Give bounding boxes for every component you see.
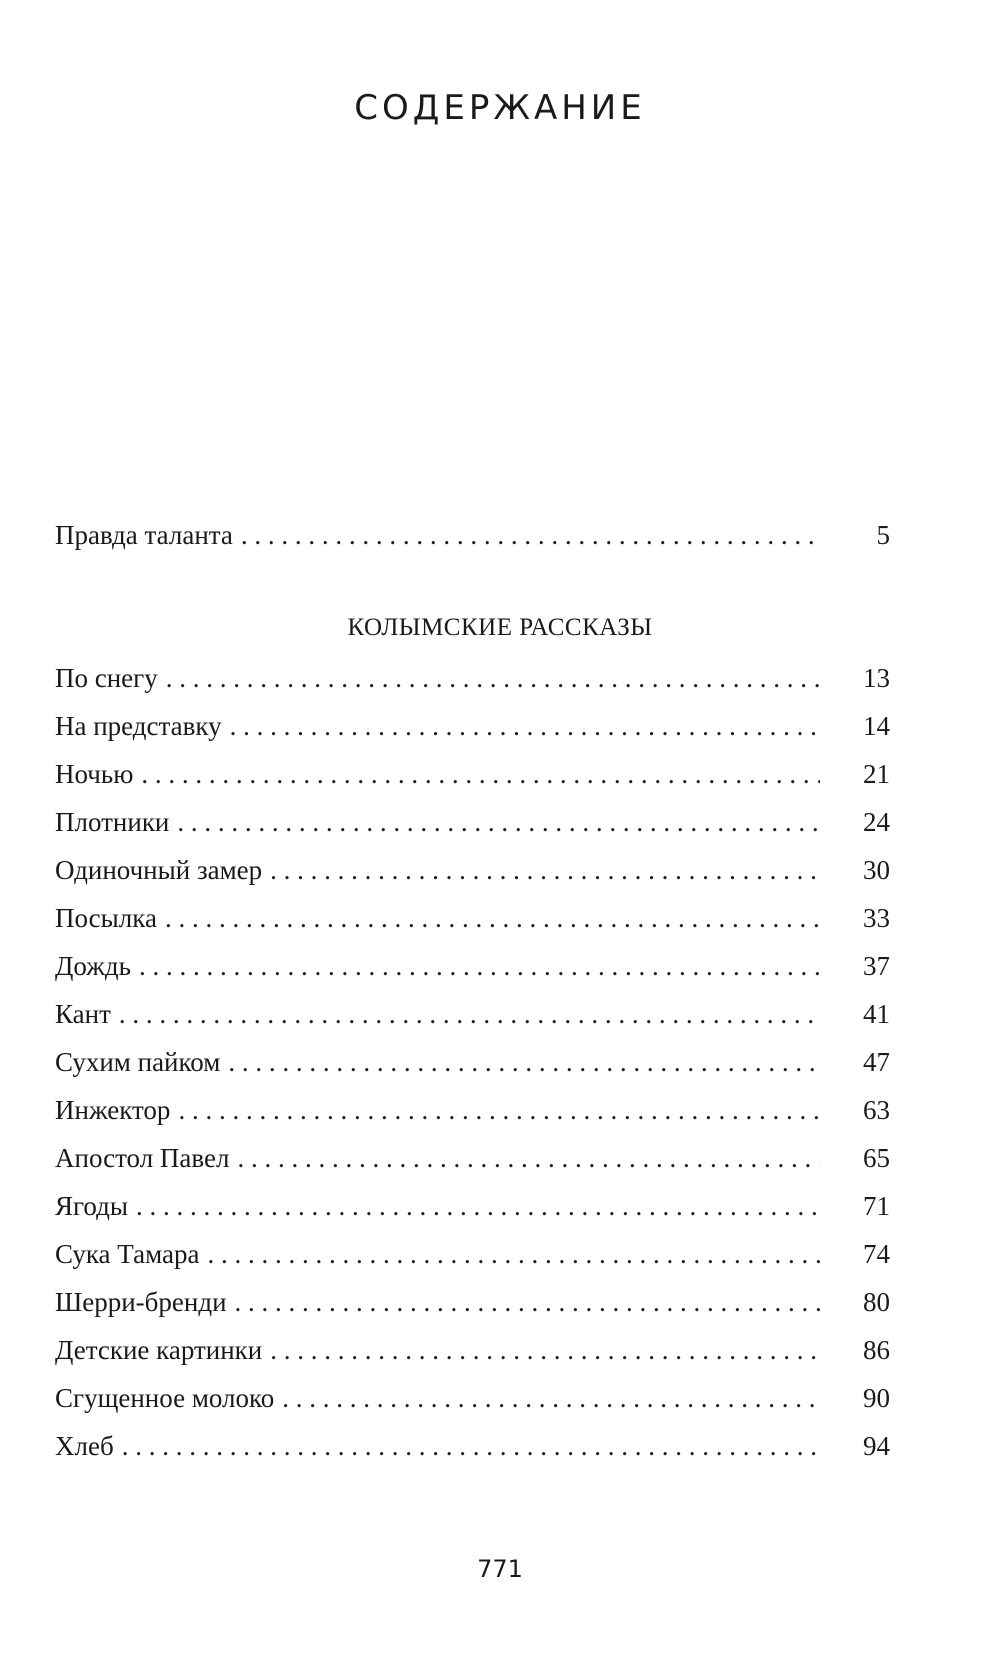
toc-entry [55, 903, 890, 943]
toc-entry-label: Плотники [55, 807, 170, 837]
toc-entry-page: 33 [863, 903, 890, 933]
toc-entry-label: Инжектор [55, 1095, 171, 1125]
dot-leader [122, 1431, 820, 1462]
toc-entry [55, 1335, 890, 1375]
toc-entry-page: 90 [863, 1383, 890, 1413]
toc-entry-label: Правда таланта [55, 520, 233, 550]
toc-entry-label: Сука Тамара [55, 1239, 200, 1269]
dot-leader [139, 951, 820, 982]
toc-entry [55, 1095, 890, 1135]
toc-entry [55, 807, 890, 847]
toc-entry [55, 1143, 890, 1183]
toc-entry-page: 21 [863, 759, 890, 789]
toc-entry-page: 13 [863, 663, 890, 693]
toc-entry [55, 999, 890, 1039]
toc-entry-label: Ягоды [55, 1191, 129, 1221]
toc-entry-label: Сухим пайком [55, 1047, 221, 1077]
toc-entry-page: 74 [863, 1239, 890, 1269]
dot-leader [178, 1095, 820, 1126]
toc-entry [55, 1191, 890, 1231]
toc-entry-page: 47 [863, 1047, 890, 1077]
toc-entry-label: Посылка [55, 903, 157, 933]
dot-leader [237, 1143, 820, 1174]
toc-entry-label: На представку [55, 711, 222, 741]
toc-entry [55, 1239, 890, 1279]
toc-entry-page: 24 [863, 807, 890, 837]
dot-leader [141, 759, 820, 790]
dot-leader [136, 1191, 820, 1222]
toc-entry-page: 71 [863, 1191, 890, 1221]
toc-entry [55, 711, 890, 751]
toc-entry-page: 30 [863, 855, 890, 885]
dot-leader [235, 1287, 820, 1318]
toc-entry-label: Апостол Павел [55, 1143, 230, 1173]
toc-entry-page: 14 [863, 711, 890, 741]
dot-leader [241, 520, 820, 551]
toc-entry [55, 855, 890, 895]
toc-entry-label: Одиночный замер [55, 855, 263, 885]
toc-entry-label: Хлеб [55, 1431, 114, 1461]
dot-leader [270, 1335, 820, 1366]
toc-entry-page: 63 [863, 1095, 890, 1125]
toc-entry-page: 86 [863, 1335, 890, 1365]
dot-leader [282, 1383, 820, 1414]
toc-entry-label: Шерри-бренди [55, 1287, 227, 1317]
toc-entry [55, 1383, 890, 1423]
toc-entry [55, 1431, 890, 1471]
toc-entry [55, 1047, 890, 1087]
dot-leader [228, 1047, 820, 1078]
toc-entry-page: 80 [863, 1287, 890, 1317]
toc-entry [55, 1287, 890, 1327]
dot-leader [166, 663, 820, 694]
section-heading: КОЛЫМСКИЕ РАССКАЗЫ [347, 614, 653, 641]
toc-entry-page: 94 [863, 1431, 890, 1461]
toc-entry-page: 65 [863, 1143, 890, 1173]
dot-leader [230, 711, 820, 742]
toc-entry-page: 41 [863, 999, 890, 1029]
dot-leader [177, 807, 820, 838]
toc-entry-page: 5 [876, 520, 890, 550]
dot-leader [119, 999, 820, 1030]
page-number: 771 [477, 1555, 523, 1583]
page-title: СОДЕРЖАНИЕ [354, 88, 646, 128]
toc-entry-label: Кант [55, 999, 111, 1029]
toc-entry [55, 951, 890, 991]
dot-leader [270, 855, 820, 886]
toc-entry-intro [55, 520, 890, 560]
toc-entry-label: Детские картинки [55, 1335, 263, 1365]
toc-entry-page: 37 [863, 951, 890, 981]
toc-entry-label: По снегу [55, 663, 158, 693]
dot-leader [165, 903, 820, 934]
toc-entry-label: Дождь [55, 951, 131, 981]
toc-entry-label: Ночью [55, 759, 134, 789]
toc-entry [55, 663, 890, 703]
toc-entry [55, 759, 890, 799]
toc-entry-label: Сгущенное молоко [55, 1383, 275, 1413]
dot-leader [207, 1239, 820, 1270]
